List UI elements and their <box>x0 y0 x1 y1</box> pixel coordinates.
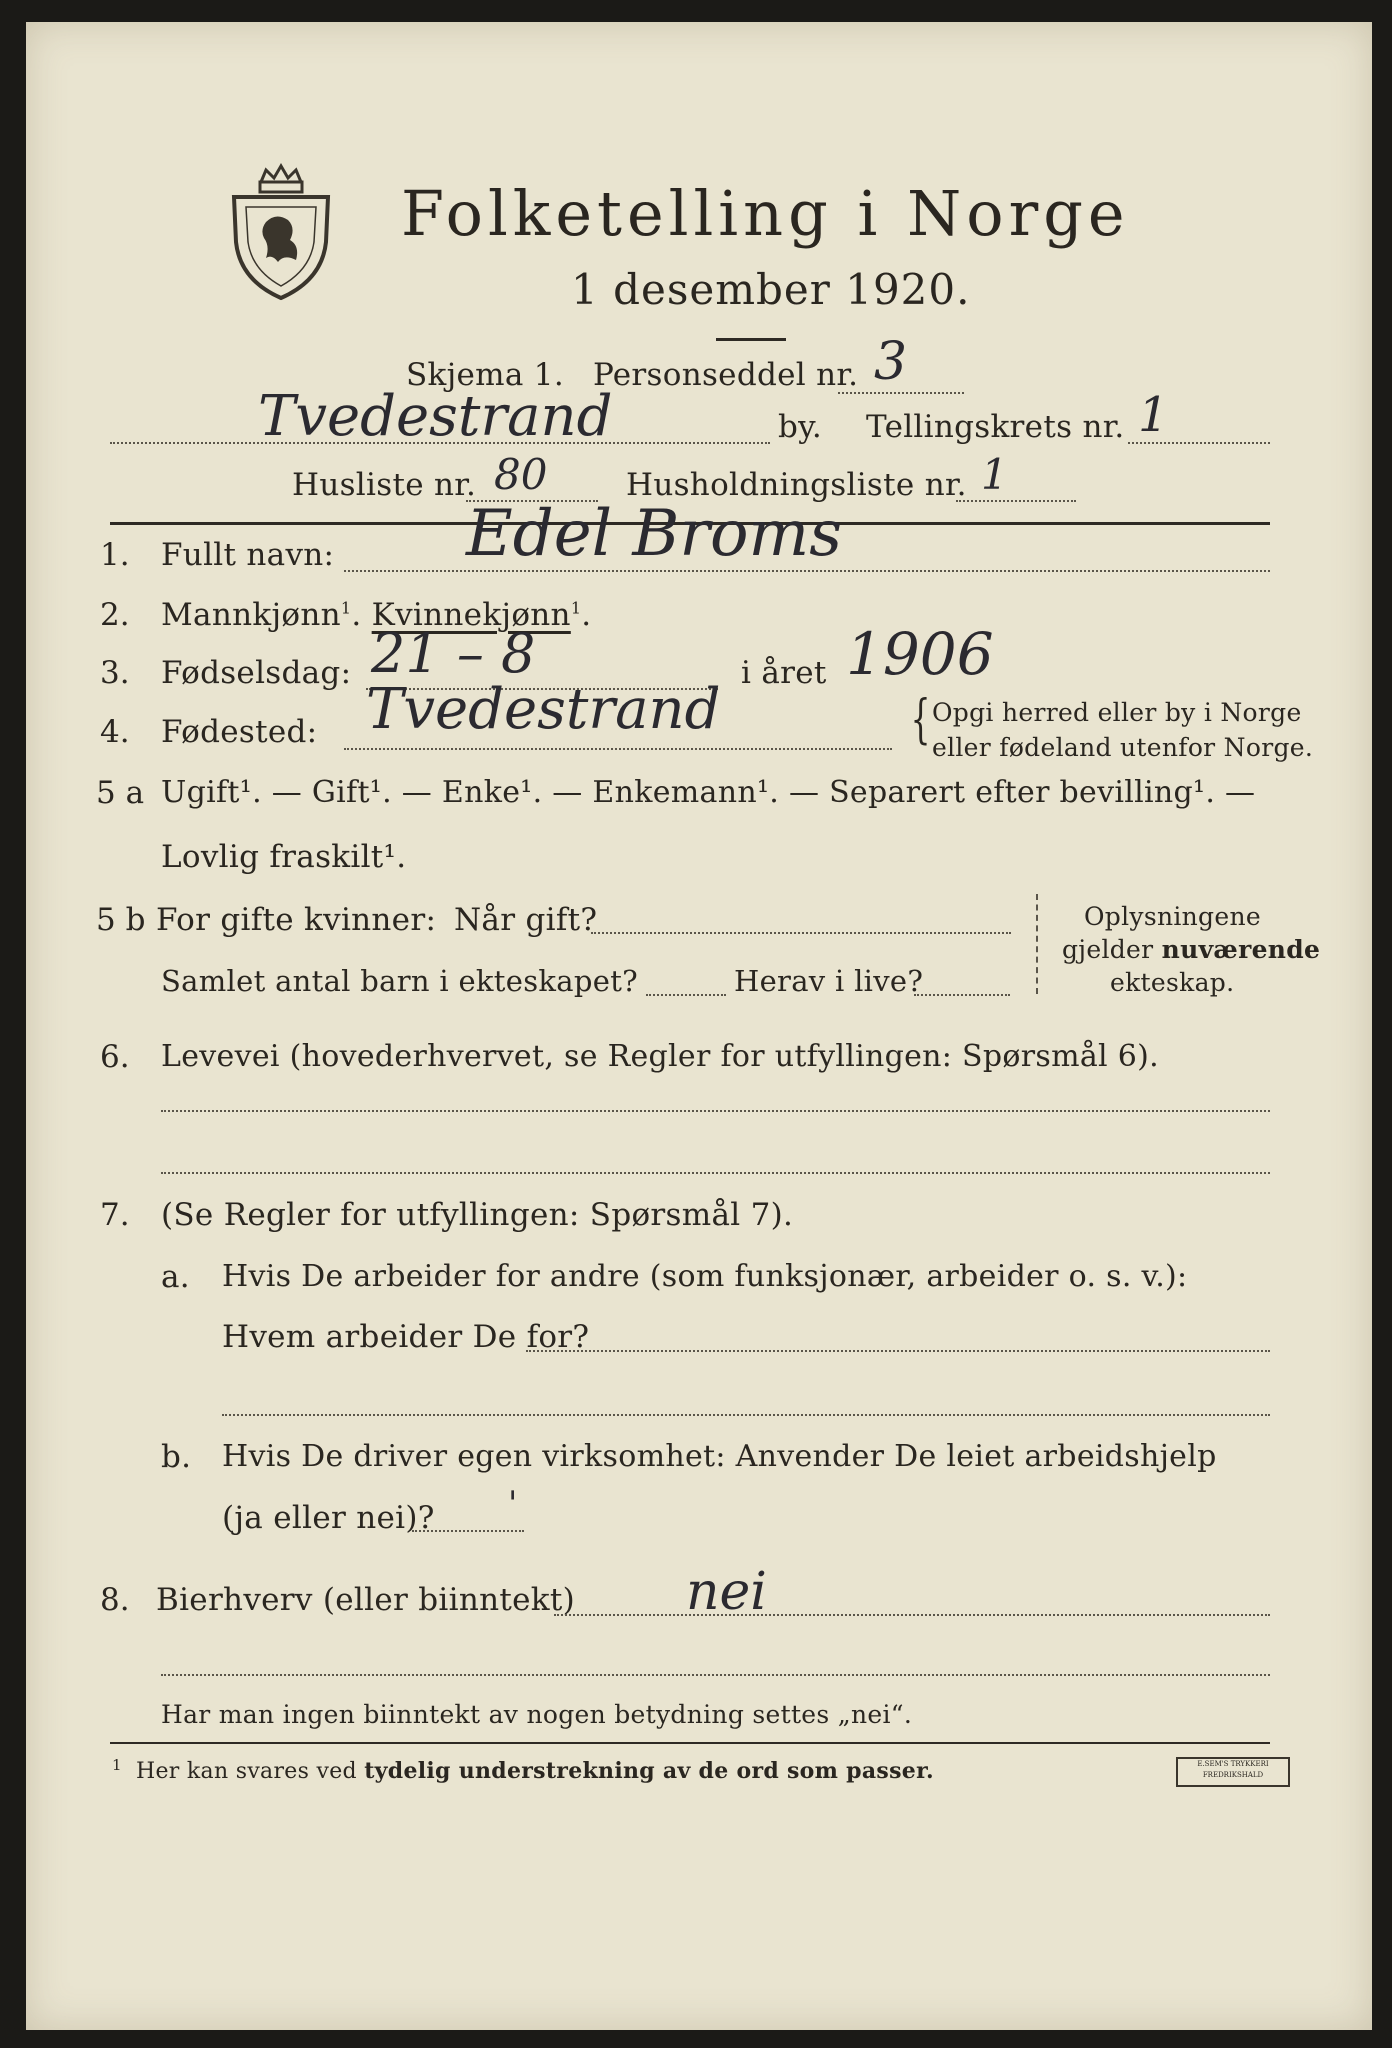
q6-label: Levevei (hovederhvervet, se Regler for utfyllingen: Spørsmål 6). <box>161 1039 1159 1074</box>
personseddel-label: Personseddel nr. <box>593 357 859 393</box>
q4-number: 4. <box>100 714 130 750</box>
q5b-samlet: Samlet antal barn i ekteskapet? <box>161 964 638 998</box>
q3-value: 21 – 8 <box>371 622 536 685</box>
q7b-line <box>412 1530 524 1532</box>
q7a-text: Hvis De arbeider for andre (som funksjonær, arbeider o. s. v.): <box>222 1259 1188 1294</box>
q7a-sub: Hvem arbeider De for? <box>222 1319 590 1355</box>
q6-line2 <box>161 1172 1270 1174</box>
q8-value: nei <box>686 1562 767 1622</box>
footnote-text: Her kan svares ved tydelig understrekning av de ord som passer. <box>136 1758 934 1784</box>
q1-number: 1. <box>100 537 130 573</box>
q4-note-line1: Opgi herred eller by i Norge <box>932 698 1302 727</box>
form-title: Folketelling i Norge <box>401 177 1130 250</box>
form-date: 1 desember 1920. <box>571 265 971 314</box>
q5b-note-line1: Oplysningene <box>1084 902 1261 931</box>
tellingskrets-label: Tellingskrets nr. <box>866 409 1125 445</box>
q5a-options-line2[interactable]: Lovlig fraskilt¹. <box>161 839 407 875</box>
q7b-text: Hvis De driver egen virksomhet: Anvender De leiet arbeidshjelp <box>222 1439 1217 1474</box>
census-form-page <box>26 22 1372 2030</box>
q5b-note-line2: gjelder nuværende <box>1062 935 1321 964</box>
husholdning-value: 1 <box>981 450 1008 499</box>
tellingskrets-value: 1 <box>1138 387 1169 443</box>
town-line <box>110 442 770 444</box>
q8-line2 <box>161 1674 1270 1676</box>
q5b-naar-gift: Når gift? <box>454 902 598 938</box>
q7-number: 7. <box>100 1197 130 1233</box>
q7b-value: ' <box>508 1484 518 1524</box>
q5b-label: For gifte kvinner: <box>156 902 437 938</box>
q7a-letter: a. <box>161 1259 190 1295</box>
q3-label: Fødselsdag: <box>161 655 352 691</box>
q7a-line2 <box>222 1414 1270 1416</box>
q3-year-value: 1906 <box>846 620 994 688</box>
by-label: by. <box>778 409 822 445</box>
husliste-value: 80 <box>494 450 548 499</box>
q3-year-label: i året <box>741 655 827 691</box>
q5a-options[interactable]: Ugift¹. — Gift¹. — Enke¹. — Enkemann¹. — Separert efter bevilling¹. — <box>161 775 1256 810</box>
q4-value: Tvedestrand <box>366 677 721 742</box>
q4-label: Fødested: <box>161 714 318 750</box>
footer-note: Har man ingen biinntekt av nogen betydning settes „nei“. <box>161 1700 913 1729</box>
personseddel-line <box>838 392 964 394</box>
q8-label: Bierhverv (eller biinntekt) <box>156 1582 576 1618</box>
q5a-number: 5 a <box>96 775 145 811</box>
husliste-label: Husliste nr. <box>292 467 477 503</box>
skjema-label: Skjema 1. <box>406 357 564 393</box>
footnote-mark: 1 <box>112 1756 122 1774</box>
q2-options: Mannkjønn$^1$. Kvinnekjønn$^1$. <box>161 597 592 633</box>
tellingskrets-line <box>1128 442 1270 444</box>
q5b-note-line3: ekteskap. <box>1110 968 1235 997</box>
q1-value: Edel Broms <box>466 497 843 571</box>
q4-line <box>344 748 892 750</box>
footer-rule <box>110 1742 1270 1744</box>
q5b-herav-line <box>914 994 1010 996</box>
q5b-samlet-line <box>646 994 726 996</box>
q1-label: Fullt navn: <box>161 537 335 573</box>
q8-number: 8. <box>100 1582 130 1618</box>
q7b-sub: (ja eller nei)? <box>222 1500 435 1536</box>
husholdning-label: Husholdningsliste nr. <box>626 467 967 503</box>
q2-kvinnekjonn[interactable]: Kvinnekjønn <box>371 597 571 633</box>
q5b-herav: Herav i live? <box>734 964 924 998</box>
printer-stamp-line2: FREDRIKSHALD <box>1202 1771 1264 1779</box>
q6-line1 <box>161 1110 1270 1112</box>
q4-note-line2: eller fødeland utenfor Norge. <box>932 733 1314 762</box>
q4-brace: { <box>910 690 931 750</box>
q8-line <box>554 1614 1270 1616</box>
coat-of-arms-icon <box>226 162 336 302</box>
q2-number: 2. <box>100 597 130 633</box>
town-value: Tvedestrand <box>258 384 613 449</box>
q5b-note-bracket <box>1036 894 1038 994</box>
q6-number: 6. <box>100 1039 130 1075</box>
q5b-number: 5 b <box>96 902 146 938</box>
personseddel-value: 3 <box>874 332 908 392</box>
q3-number: 3. <box>100 655 130 691</box>
q2-mannkjonn[interactable]: Mannkjønn <box>161 597 341 633</box>
printer-stamp-line1: E.SEM'S TRYKKERI <box>1197 1760 1269 1768</box>
husholdning-line <box>956 500 1076 502</box>
printer-stamp <box>1176 1757 1290 1787</box>
q7b-letter: b. <box>161 1439 192 1475</box>
q7-label: (Se Regler for utfyllingen: Spørsmål 7). <box>161 1197 794 1233</box>
q5b-naar-gift-line <box>591 932 1011 934</box>
title-divider <box>716 338 786 341</box>
q7a-line1 <box>526 1350 1270 1352</box>
